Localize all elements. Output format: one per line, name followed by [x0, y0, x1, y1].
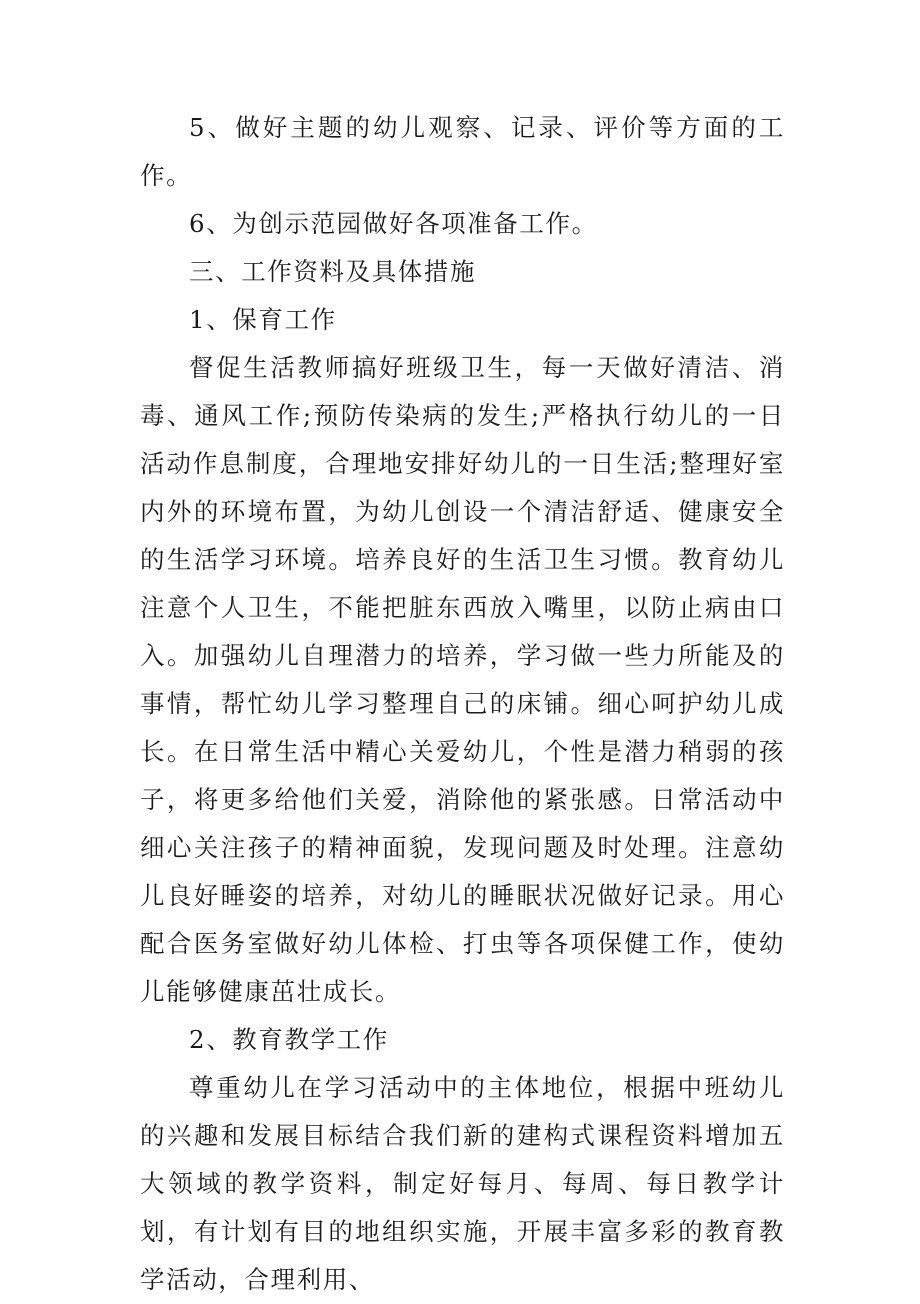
paragraph-teaching: 尊重幼儿在学习活动中的主体地位，根据中班幼儿的兴趣和发展目标结合我们新的建构式课程资料增加五大领域的教学资料，制定好每月、每周、每日教学计划，有计划有目的地组织实施，开展丰富多彩的教育教学活动，合理利用、 — [140, 1073, 785, 1294]
subheading-teaching: 2、教育教学工作 — [189, 1025, 389, 1054]
section-heading-3: 三、工作资料及具体措施 — [189, 257, 477, 286]
paragraph-childcare: 督促生活教师搞好班级卫生，每一天做好清洁、消毒、通风工作;预防传染病的发生;严格执行幼儿的一日活动作息制度，合理地安排好幼儿的一日生活;整理好室内外的环境布置，为幼儿创设一个清洁舒适、健康安全的生活学习环境。培养良好的生活卫生习惯。教育幼儿注意个人卫生，不能把脏东西放入嘴里，以防止病由口入。加强幼儿自理潜力的培养，学习做一些力所能及的事情，帮忙幼儿学习整理自己的床铺。细心呵护幼儿成长。在日常生活中精心关爱幼儿，个性是潜力稍弱的孩子，将更多给他们关爱，消除他的紧张感。日常活动中细心关注孩子的精神面貌，发现问题及时处理。注意幼儿良好睡姿的培养，对幼儿的睡眠状况做好记录。用心配合医务室做好幼儿体检、打虫等各项保健工作，使幼儿能够健康茁壮成长。 — [140, 353, 785, 1006]
document-page — [140, 104, 785, 1304]
item-6-preparation: 6、为创示范园做好各项准备工作。 — [189, 209, 598, 238]
item-5-observation: 5、做好主题的幼儿观察、记录、评价等方面的工作。 — [140, 113, 785, 190]
subheading-childcare: 1、保育工作 — [189, 305, 337, 334]
